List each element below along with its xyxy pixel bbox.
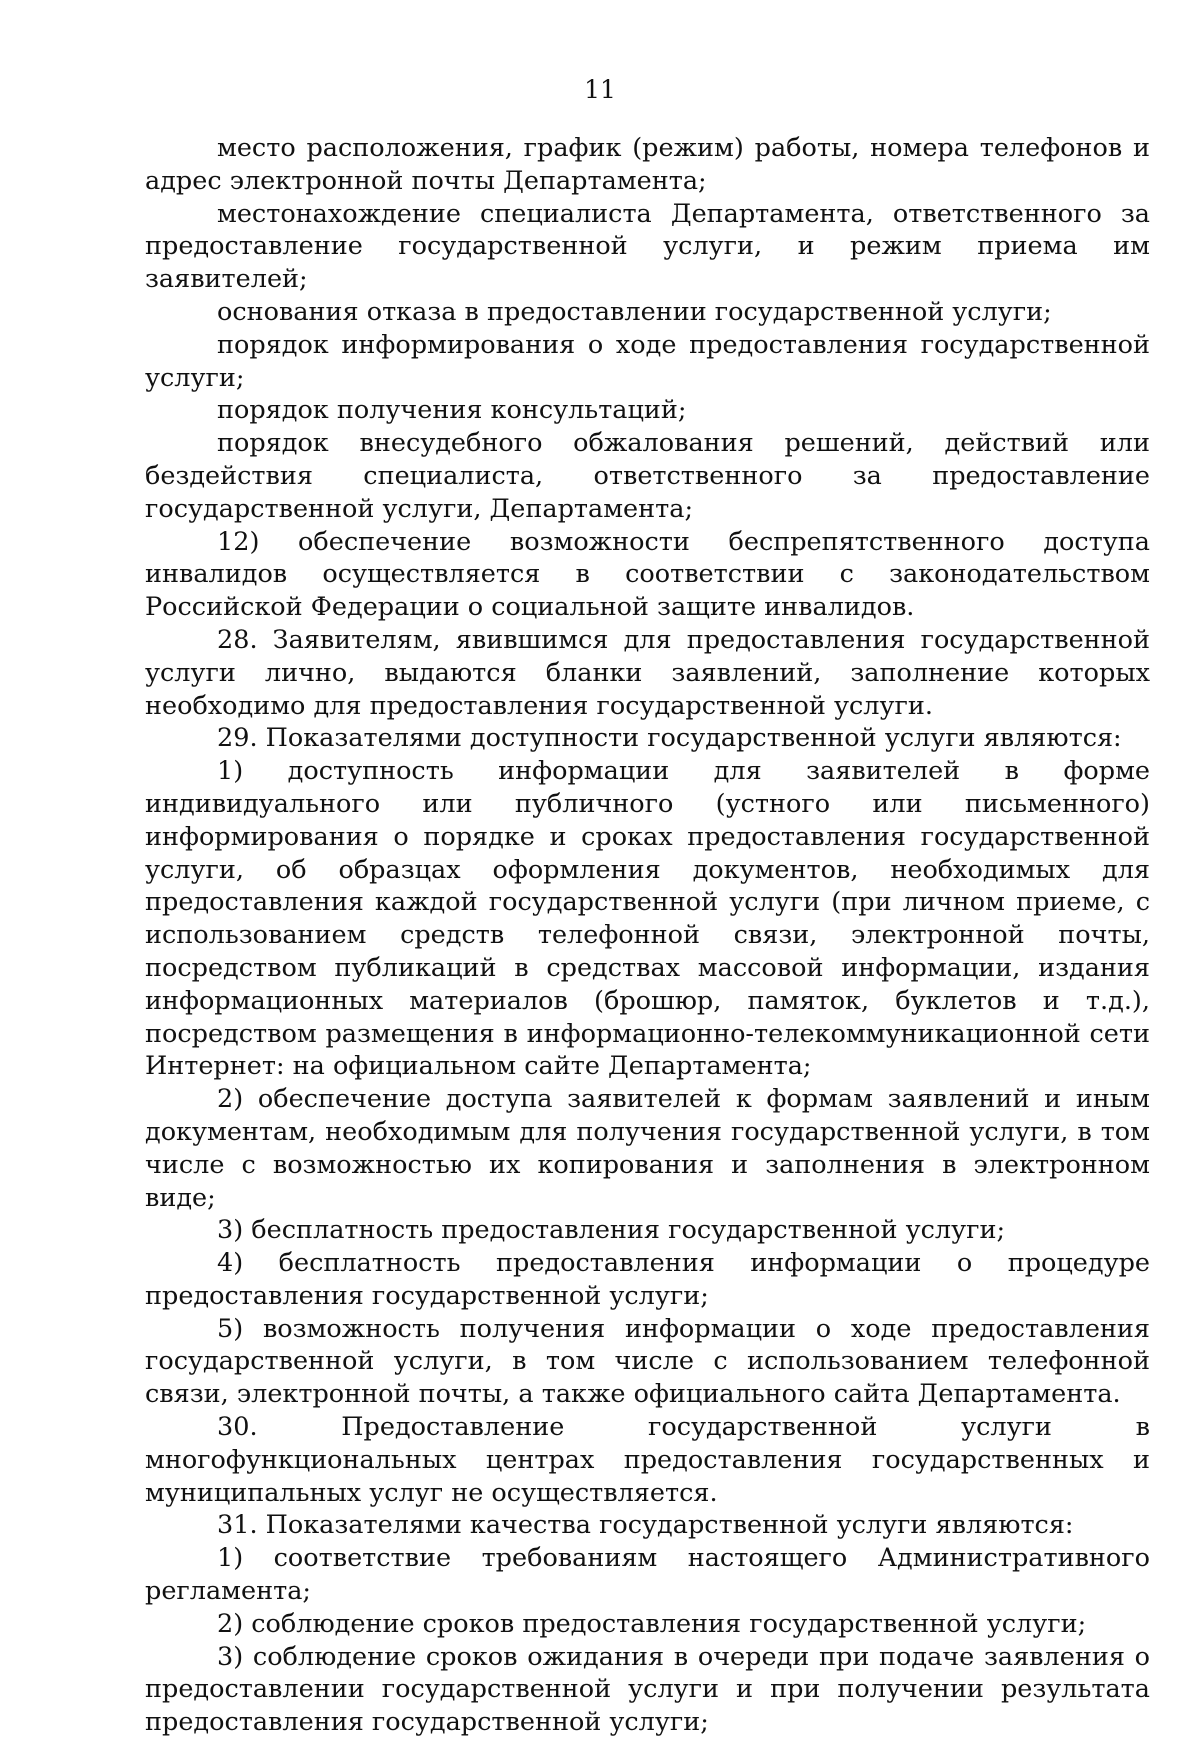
paragraph-section-28: 28. Заявителям, явившимся для предоставления государственной услуги лично, выдаются бланки заявлений, заполнение которых необходимо для предоставления государственной услуги. — [145, 624, 1150, 721]
paragraph-section-29: 29. Показателями доступности государственной услуги являются: — [217, 723, 1122, 754]
paragraph-appeal-procedure: порядок внесудебного обжалования решений, действий или бездействия специалиста, ответственного за предоставление государственной услуги, Департамента; — [145, 428, 1150, 524]
paragraph-consultations: порядок получения консультаций; — [217, 395, 687, 426]
document-body — [145, 132, 1150, 1739]
paragraph-29-item-5: 5) возможность получения информации о ходе предоставления государственной услуги, в том числе с использованием телефонной связи, электронной почты, а также официального сайта Департамента. — [145, 1313, 1150, 1410]
paragraph-31-item-3: 3) соблюдение сроков ожидания в очереди при подаче заявления о предоставлении государственной услуги и при получении результата предоставления государственной услуги; — [145, 1641, 1150, 1738]
paragraph-contact-info: место расположения, график (режим) работы, номера телефонов и адрес электронной почты Департамента; — [145, 133, 1150, 196]
paragraph-section-30: 30. Предоставление государственной услуги в многофункциональных центрах предоставления государственных и муниципальных услуг не осуществляется. — [145, 1412, 1150, 1508]
paragraph-29-item-1: 1) доступность информации для заявителей в форме индивидуального или публичного (устного или письменного) информирования о порядке и сроках предоставления государственной услуги, об образцах оформления документов, необходимых для предоставления каждой государственной услуги (при личном приеме, с использованием средств телефонной связи, электронной почты, посредством публикаций в средствах массовой информации, издания информационных материалов (брошюр, памяток, буклетов и т.д.), посредством размещения в информационно-телекоммуникационной сети Интернет: на официальном сайте Департамента; — [145, 756, 1150, 1082]
paragraph-29-item-2: 2) обеспечение доступа заявителей к формам заявлений и иным документам, необходимым для получения государственной услуги, в том числе с возможностью их копирования и заполнения в электронном виде; — [145, 1084, 1150, 1213]
paragraph-specialist-location: местонахождение специалиста Департамента, ответственного за предоставление государственной услуги, и режим приема им заявителей; — [145, 198, 1150, 295]
paragraph-section-31: 31. Показателями качества государственной услуги являются: — [217, 1510, 1074, 1541]
paragraph-refusal-grounds: основания отказа в предоставлении государственной услуги; — [217, 296, 1052, 327]
paragraph-31-item-1: 1) соответствие требованиям настоящего Административного регламента; — [145, 1543, 1150, 1607]
page-number: 11 — [584, 75, 616, 104]
paragraph-item-12: 12) обеспечение возможности беспрепятственного доступа инвалидов осуществляется в соответствии с законодательством Российской Федерации о социальной защите инвалидов. — [145, 526, 1150, 623]
paragraph-informing-procedure: порядок информирования о ходе предоставления государственной услуги; — [145, 329, 1150, 393]
paragraph-29-item-4: 4) бесплатность предоставления информации о процедуре предоставления государственной услуги; — [145, 1248, 1150, 1311]
paragraph-29-item-3: 3) бесплатность предоставления государственной услуги; — [217, 1215, 1006, 1246]
paragraph-31-item-2: 2) соблюдение сроков предоставления государственной услуги; — [217, 1608, 1087, 1639]
